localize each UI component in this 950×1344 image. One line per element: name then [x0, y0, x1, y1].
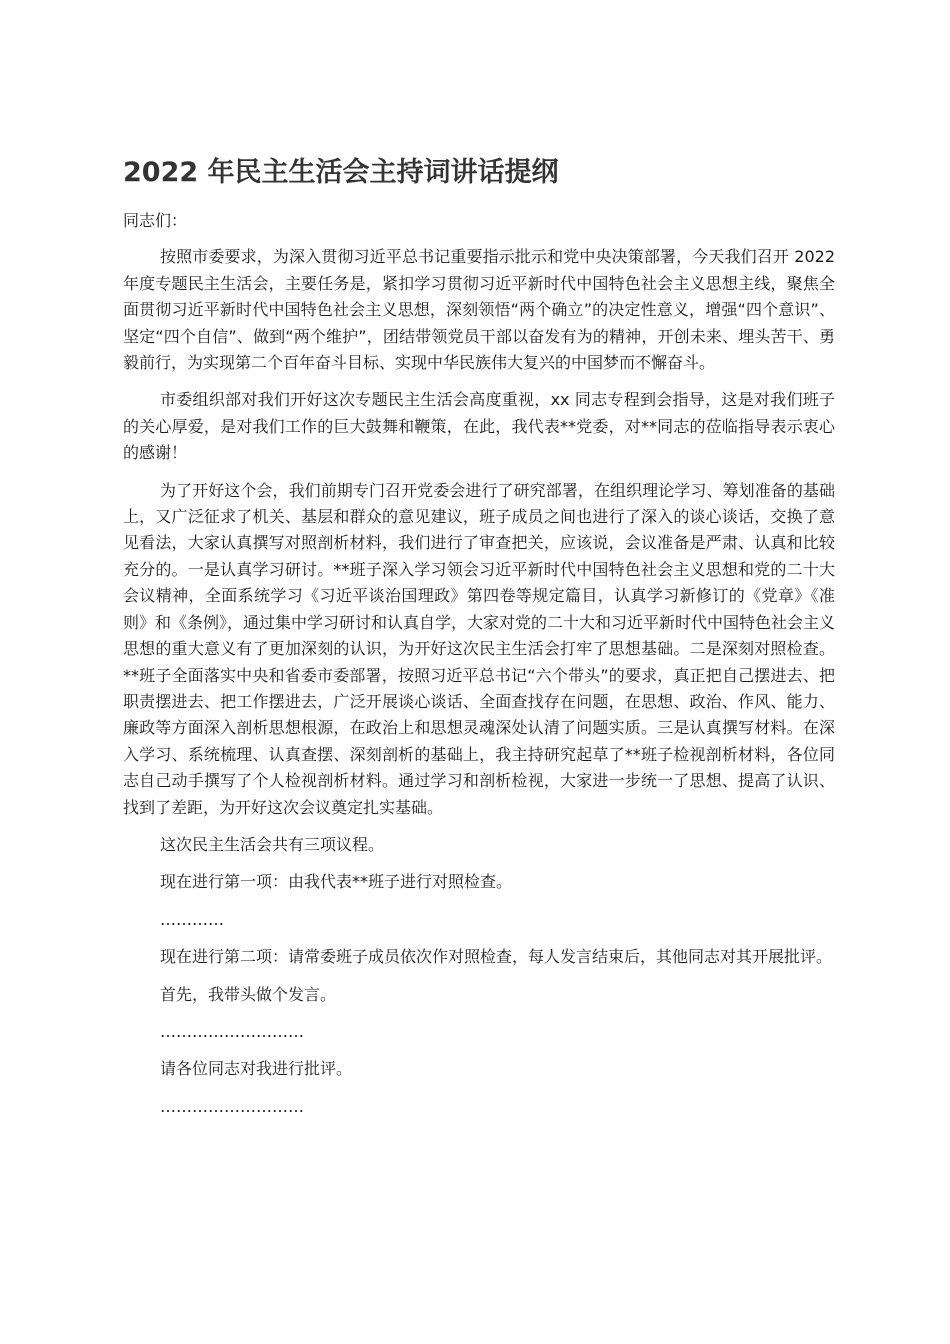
- paragraph-agenda: 这次民主生活会共有三项议程。: [160, 834, 385, 854]
- document-body: [123, 208, 835, 1131]
- paragraph-preparation: 为了开好这个会，我们前期专门召开党委会进行了研究部署，在组织理论学习、筹划准备的基础上，又广泛征求了机关、基层和群众的意见建议，班子成员之间也进行了深入的谈心谈话，交换了意见看法，大家认真撰写对照剖析材料，我们进行了审查把关，应该说，会议准备是严肃、认真和比较充分的。一是认真学习研讨。**班子深入学习领会习近平新时代中国特色社会主义思想和党的二十大会议精神，全面系统学习《习近平谈治国理政》第四卷等规定篇目，认真学习新修订的《党章》《准则》和《条例》，通过集中学习研讨和认真自学，大家对党的二十大和习近平新时代中国特色社会主义思想的重大意义有了更加深刻的认识，为开好这次民主生活会打牢了思想基础。二是深刻对照检查。**班子全面落实中央和省委市委部署，按照习近平总书记“六个带头”的要求，真正把自己摆进去、把职责摆进去、把工作摆进去，广泛开展谈心谈话、全面查找存在问题，在思想、政治、作风、能力、廉政等方面深入剖析思想根源，在政治上和思想灵魂深处认清了问题实质。三是认真撰写材料。在深入学习、系统梳理、认真查摆、深刻剖析的基础上，我主持研究起草了**班子检视剖析材料，各位同志自己动手撰写了个人检视剖析材料。通过学习和剖析检视，大家进一步统一了思想、提高了认识、找到了差距，为开好这次会议奠定扎实基础。: [123, 480, 836, 817]
- document-title: 2022 年民主生活会主持词讲话提纲: [123, 157, 559, 188]
- ellipsis-line: ………………………: [160, 1021, 304, 1041]
- paragraph-intro: 按照市委要求，为深入贯彻习近平总书记重要指示批示和党中央决策部署，今天我们召开 2022 年度专题民主生活会，主要任务是，紧扣学习贯彻习近平新时代中国特色社会主义思想主线，聚焦全面贯彻习近平新时代中国特色社会主义思想，深刻领悟“两个确立”的决定性意义，增强“四个意识”、坚定“四个自信”、做到“两个维护”，团结带领党员干部以奋发有为的精神，开创未来、埋头苦干、勇毅前行，为实现第二个百年奋斗目标、实现中华民族伟大复兴的中国梦而不懈奋斗。: [123, 247, 835, 373]
- ellipsis-line: …………: [160, 909, 224, 929]
- paragraph-self-speech: 首先，我带头做个发言。: [160, 984, 337, 1004]
- paragraph-item-one: 现在进行第一项：由我代表**班子进行对照检查。: [160, 872, 513, 892]
- ellipsis-line: ………………………: [160, 1096, 304, 1116]
- paragraph-thanks: 市委组织部对我们开好这次专题民主生活会高度重视，xx 同志专程到会指导，这是对我们班子的关心厚爱，是对我们工作的巨大鼓舞和鞭策，在此，我代表**党委，对**同志的莅临指导表示衷心的感谢！: [123, 390, 835, 463]
- paragraph-criticism-request: 请各位同志对我进行批评。: [160, 1059, 353, 1079]
- paragraph-item-two: 现在进行第二项：请常委班子成员依次作对照检查，每人发言结束后，其他同志对其开展批评。: [160, 947, 833, 967]
- greeting: 同志们：: [123, 211, 188, 230]
